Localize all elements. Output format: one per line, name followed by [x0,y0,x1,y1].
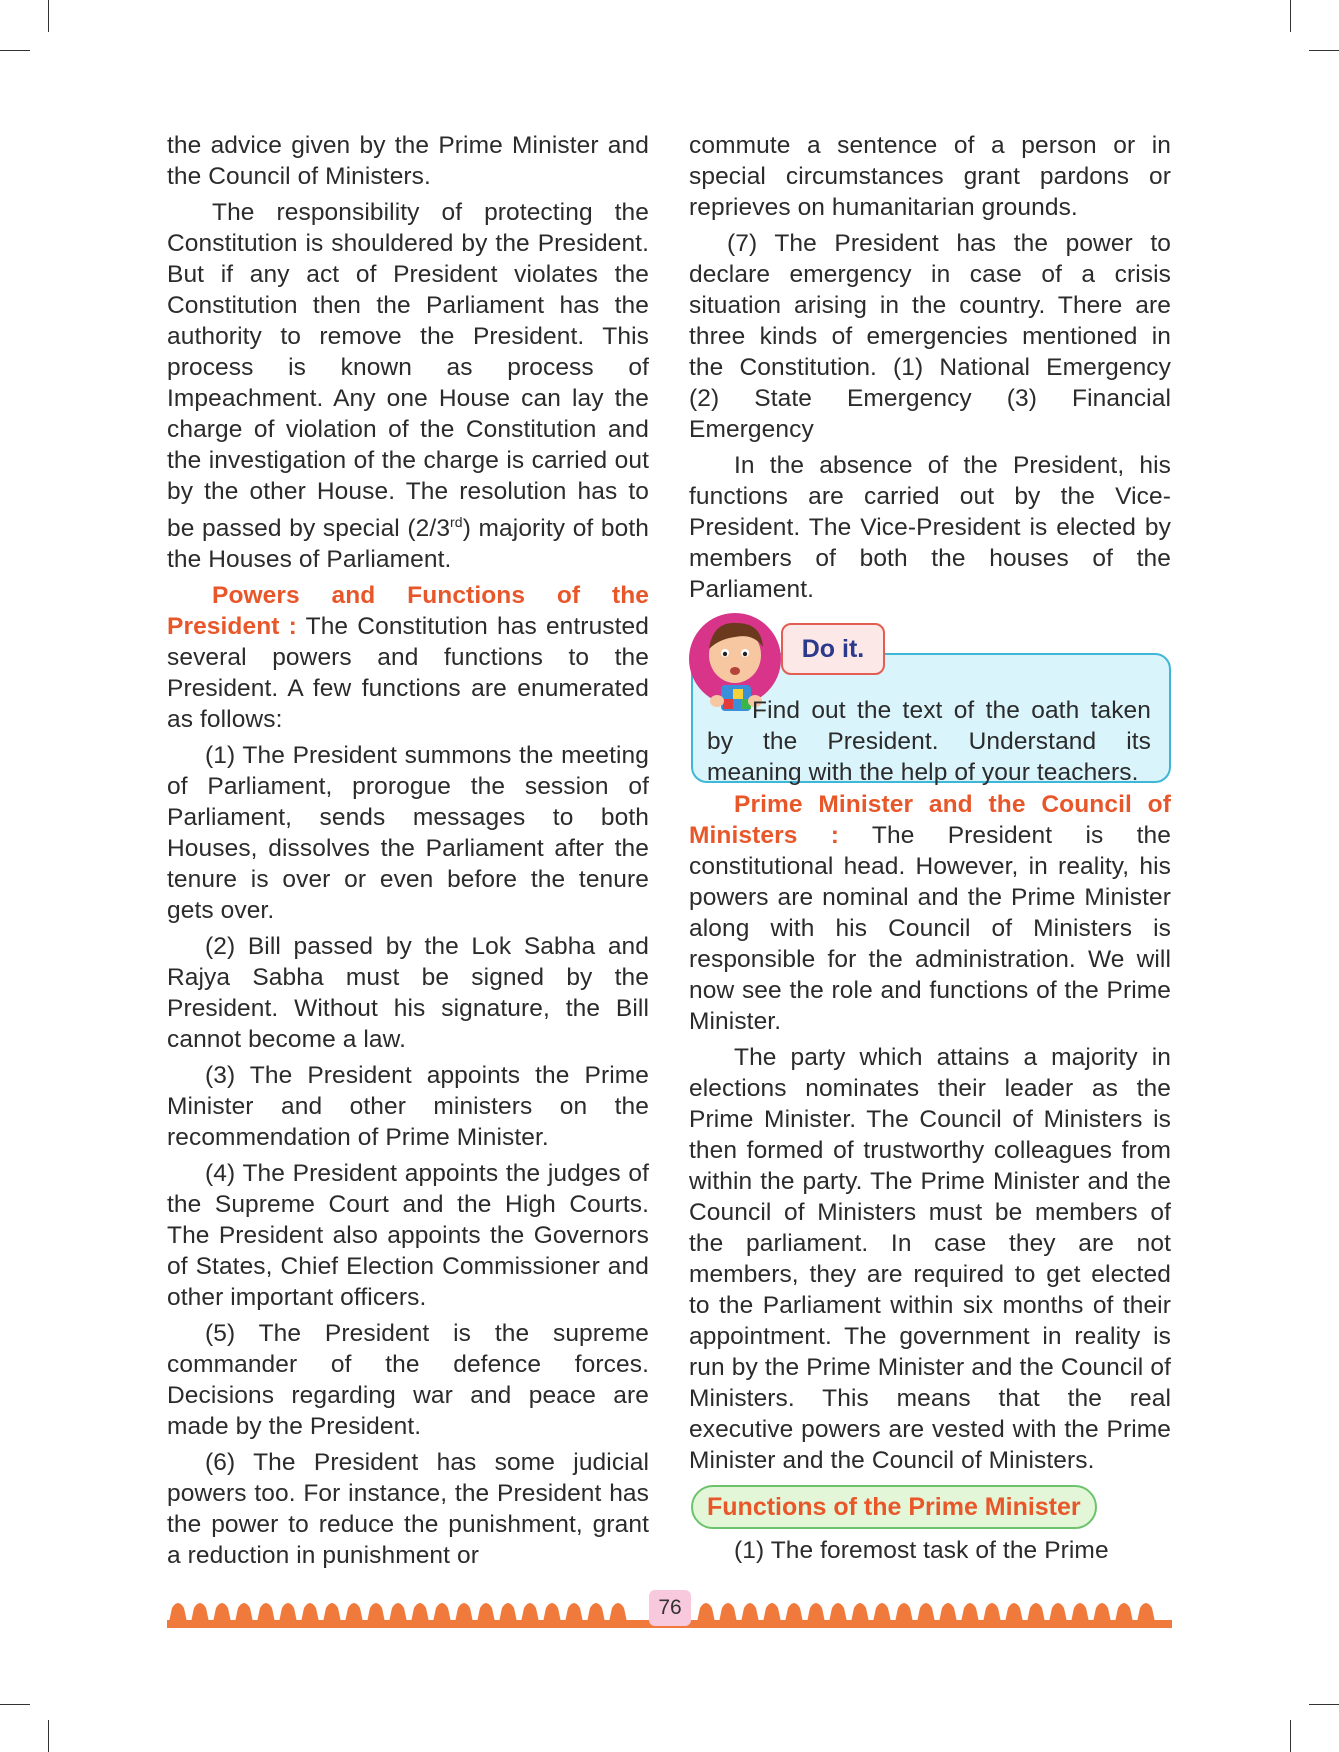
border-scallop [521,1603,539,1622]
border-scallop [301,1603,319,1622]
border-scallop [609,1603,627,1622]
border-scallop [191,1603,209,1622]
border-scallop [1049,1603,1067,1622]
list-item: (1) The President summons the meeting of Parliament, prorogue the session of Parliament, sends messages to both Houses, dissolves the Parliament after the tenure is over or even before the tenure gets over. [167,742,649,925]
page-number: 76 [649,1590,691,1626]
border-scallop [961,1603,979,1622]
crop-mark [48,0,49,32]
border-scallop [983,1603,1001,1622]
border-scallop [895,1603,913,1622]
list-item: (2) Bill passed by the Lok Sabha and Rajya Sabha must be signed by the President. Without his signature, the Bill cannot become a law. [167,933,649,1054]
border-scallop [587,1603,605,1622]
border-scallop [433,1603,451,1622]
list-item: (7) The President has the power to declare emergency in case of a crisis situation arising in the country. There are three kinds of emergencies mentioned in the Constitution. (1) National Emergency (2) State Emergency (3) Financial Emergency [689,230,1171,443]
border-scallop [851,1603,869,1622]
list-item: (1) The foremost task of the Prime [734,1537,1109,1564]
border-scallop [213,1603,231,1622]
border-scallop [411,1603,429,1622]
paragraph: the advice given by the Prime Minister and the Council of Ministers. [167,132,649,190]
border-scallop [345,1603,363,1622]
border-scallop [763,1603,781,1622]
functions-heading-badge: Functions of the Prime Minister [691,1485,1097,1529]
border-scallop [367,1603,385,1622]
paragraph-powers: Powers and Functions of the President : The Constitution has entrusted several powers and functions to the President. A few functions are enumerated as follows: [167,582,649,734]
page-footer [167,1592,1172,1632]
border-scallop [1005,1603,1023,1622]
border-scallop [697,1603,715,1622]
paragraph-party: The party which attains a majority in elections nominates their leader as the Prime Minister. The Council of Ministers is then formed of trustworthy colleagues from within the party. The Prime Minister and the Council of Ministers must be members of the parliament. In case they are not members, they are required to get elected to the Parliament within six months of their appointment. The government in reality is run by the Prime Minister and the Council of Ministers. This means that the real executive powers are vested with the Prime Minister and the Council of Ministers. [689,1044,1171,1474]
do-it-label: Do it. [781,623,885,675]
border-scallop [565,1603,583,1622]
list-item: (5) The President is the supreme commander of the defence forces. Decisions regarding war and peace are made by the President. [167,1320,649,1441]
crop-mark [1290,0,1291,32]
border-scallop [829,1603,847,1622]
do-it-activity-box [689,611,1171,786]
border-scallop [169,1603,187,1622]
border-scallop [257,1603,275,1622]
paragraph-impeachment: The responsibility of protecting the Constitution is shouldered by the President. But if any act of President violates the Constitution then the Parliament has the authority to remove the President. This process is known as process of Impeachment. Any one House can lay the charge of violation of the Constitution and the investigation of the charge is carried out by the other House. The resolution has to be passed by special (2/3rd) majority of both the Houses of Parliament. [167,199,649,574]
right-column [689,130,1171,1571]
border-scallop [1027,1603,1045,1622]
border-scallop [543,1603,561,1622]
border-scallop [235,1603,253,1622]
crop-mark [0,50,30,51]
border-scallop [1093,1603,1111,1622]
crop-mark [48,1720,49,1752]
border-scallop [741,1603,759,1622]
border-scallop [1137,1603,1155,1622]
border-scallop [873,1603,891,1622]
section-heading: Prime Minister and the Council of Ministers : [689,791,1171,849]
border-scallop [279,1603,297,1622]
section-heading: Powers and Functions of the President : [167,582,649,641]
crop-mark [1290,1720,1291,1752]
do-it-text: Find out the text of the oath taken by the President. Understand its meaning with the help of your teachers. [707,697,1151,786]
crop-mark [1309,50,1339,51]
list-item: (6) The President has some judicial powers too. For instance, the President has the power to reduce the punishment, grant a reduction in punishment or [167,1449,649,1570]
crop-mark [0,1704,30,1705]
border-scallop [917,1603,935,1622]
border-scallop [499,1603,517,1622]
border-scallop [455,1603,473,1622]
left-column [167,130,649,1576]
border-scallop [389,1603,407,1622]
list-item: (4) The President appoints the judges of the Supreme Court and the High Courts. The President also appoints the Governors of States, Chief Election Commissioner and other important officers. [167,1160,649,1312]
paragraph-vice-president: In the absence of the President, his functions are carried out by the Vice-President. The Vice-President is elected by members of both the houses of the Parliament. [689,452,1171,603]
border-scallop [785,1603,803,1622]
paragraph: commute a sentence of a person or in special circumstances grant pardons or reprieves on humanitarian grounds. [689,132,1171,221]
border-scallop [477,1603,495,1622]
paragraph-prime-minister: Prime Minister and the Council of Ministers : The President is the constitutional head. However, in reality, his powers are nominal and the Prime Minister along with his Council of Ministers is responsible for the administration. We will now see the role and functions of the Prime Minister. [689,791,1171,1035]
border-scallop [1071,1603,1089,1622]
list-item: (3) The President appoints the Prime Minister and other ministers on the recommendation of Prime Minister. [167,1062,649,1152]
crop-mark [1309,1704,1339,1705]
border-scallop [939,1603,957,1622]
border-scallop [719,1603,737,1622]
border-scallop [323,1603,341,1622]
border-scallop [1115,1603,1133,1622]
border-scallop [807,1603,825,1622]
